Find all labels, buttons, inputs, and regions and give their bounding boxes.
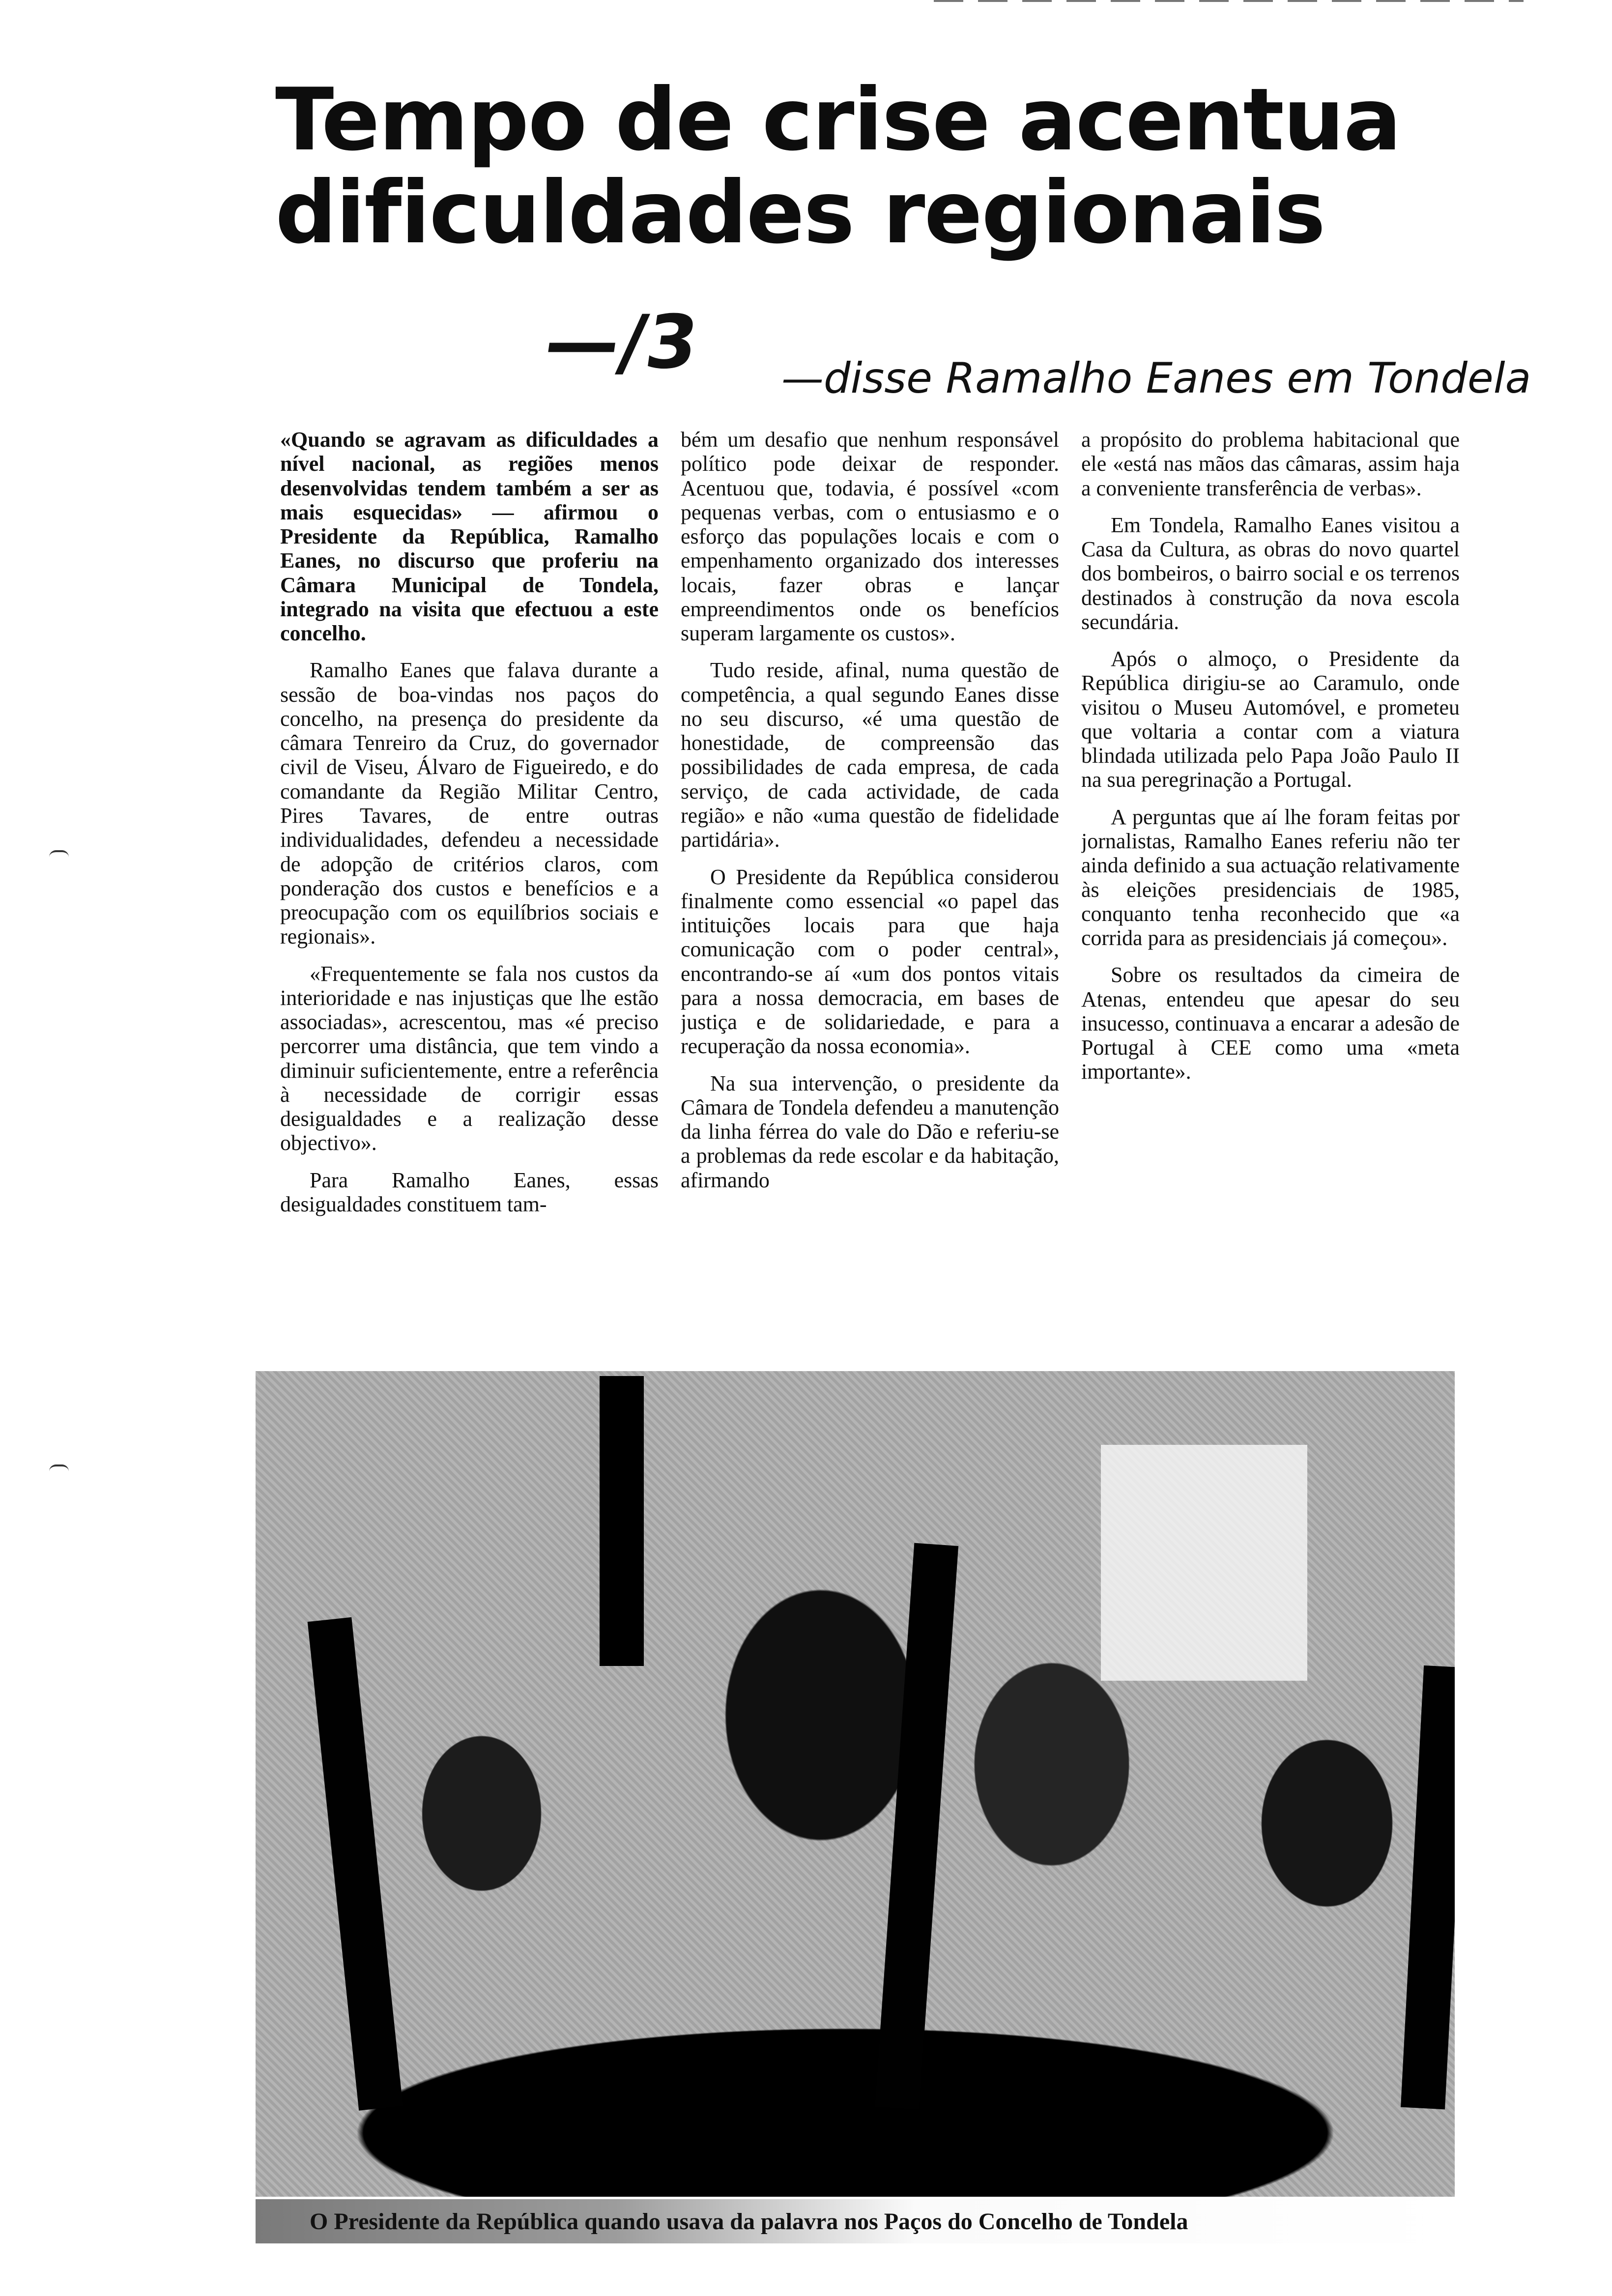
headline <box>275 70 1484 263</box>
article-paragraph: a propósito do problema habitacional que ele «está nas mãos das câmaras, assim haja a conveniente transferência de verbas». <box>1081 428 1460 500</box>
article-lead-paragraph: «Quando se agravam as dificuldades a nível nacional, as regiões menos desenvolvidas tendem também a ser as mais esquecidas» — afirmou o Presidente da República, Ramalho Eanes, no discurso que proferiu na Câmara Municipal de Tondela, integrado na visita que efectuou a este concelho. <box>280 428 659 646</box>
margin-mark <box>49 850 69 857</box>
margin-mark <box>49 1464 69 1471</box>
article-column-1 <box>280 428 659 1366</box>
article-paragraph: Após o almoço, o Presidente da República dirigiu-se ao Caramulo, onde visitou o Museu Automóvel, e prometeu que voltaria a contar com a viatura blindada utilizada pelo Papa João Paulo II na sua peregrinação a Portugal. <box>1081 647 1460 792</box>
headline-line-2: dificuldades regionais <box>275 163 1325 263</box>
article-paragraph: Tudo reside, afinal, numa questão de competência, a qual segundo Eanes disse no seu discurso, «é uma questão de honestidade, de compreensão das possibilidades de cada empresa, de cada serviço, de cada actividade, de cada região» e não «uma questão de fidelidade partidária». <box>681 658 1059 852</box>
photo-dark-pillar <box>600 1376 644 1666</box>
article-paragraph: Para Ramalho Eanes, essas desigualdades constituem tam- <box>280 1168 659 1216</box>
article-paragraph: Sobre os resultados da cimeira de Atenas, entendeu que apesar do seu insucesso, continuava a encarar a adesão de Portugal à CEE como uma «meta importante». <box>1081 963 1460 1084</box>
news-photo <box>256 1371 1455 2197</box>
page-edge-mark <box>934 0 1524 2</box>
article-paragraph: bém um desafio que nenhum responsável político pode deixar de responder. Acentuou que, todavia, é possível «com pequenas verbas, com o entusiasmo e o esforço das populações locais e com o empenhamento organizado dos interesses locais, fazer obras e lançar empreendimentos onde os benefícios superam largamente os custos». <box>681 428 1059 646</box>
article-paragraph: Em Tondela, Ramalho Eanes visitou a Casa da Cultura, as obras do novo quartel dos bombeiros, o bairro social e os terrenos destinados à construção da nova escola secundária. <box>1081 513 1460 634</box>
flag-pole <box>1401 1665 1455 2109</box>
article-paragraph: Ramalho Eanes que falava durante a sessão de boa-vindas nos paços do concelho, na presença do presidente da câmara Tenreiro da Cruz, do governador civil de Viseu, Álvaro de Figueiredo, e do comandante da Região Militar Centro, Pires Tavares, de entre outras individualidades, defendeu a necessidade de adopção de critérios claros, com ponderação dos custos e benefícios e a preocupação com os equilíbrios sociais e regionais». <box>280 658 659 949</box>
photo-caption: O Presidente da República quando usava da palavra nos Paços do Concelho de Tondela <box>256 2199 1455 2243</box>
flag-pole <box>875 1543 958 2110</box>
photo-background-panel <box>1101 1445 1307 1681</box>
article-paragraph: O Presidente da República considerou finalmente como essencial «o papel das intituições locais para que haja comunicação com o poder central», encontrando-se aí «um dos pontos vitais para a nossa democracia, em bases de justiça e de solidariedade, e para a recuperação da nossa economia». <box>681 864 1059 1059</box>
subheadline: —disse Ramalho Eanes em Tondela <box>781 354 1531 403</box>
headline-line-1: Tempo de crise acentua <box>275 70 1401 170</box>
article-column-2 <box>681 428 1059 1366</box>
article-body <box>280 428 1460 1366</box>
article-paragraph: «Frequentemente se fala nos custos da interioridade e nas injustiças que lhe estão associadas», acrescentou, mas «é preciso percorrer uma distância, que tem vindo a diminuir suficientemente, entre a referência à necessidade de corrigir essas desigualdades e a realização desse objectivo». <box>280 961 659 1155</box>
article-paragraph: Na sua intervenção, o presidente da Câmara de Tondela defendeu a manutenção da linha férrea do vale do Dão e referiu-se a problemas da rede escolar e da habitação, afirmando <box>681 1071 1059 1192</box>
article-column-3 <box>1081 428 1460 1366</box>
article-paragraph: A perguntas que aí lhe foram feitas por jornalistas, Ramalho Eanes referiu não ter ainda definido a sua actuação relativamente às eleições presidenciais de 1985, conquanto tenha reconhecido que «a corrida para as presidenciais já começou». <box>1081 804 1460 950</box>
flag-pole <box>308 1617 403 2111</box>
handwritten-annotation: —/3 <box>539 300 704 385</box>
